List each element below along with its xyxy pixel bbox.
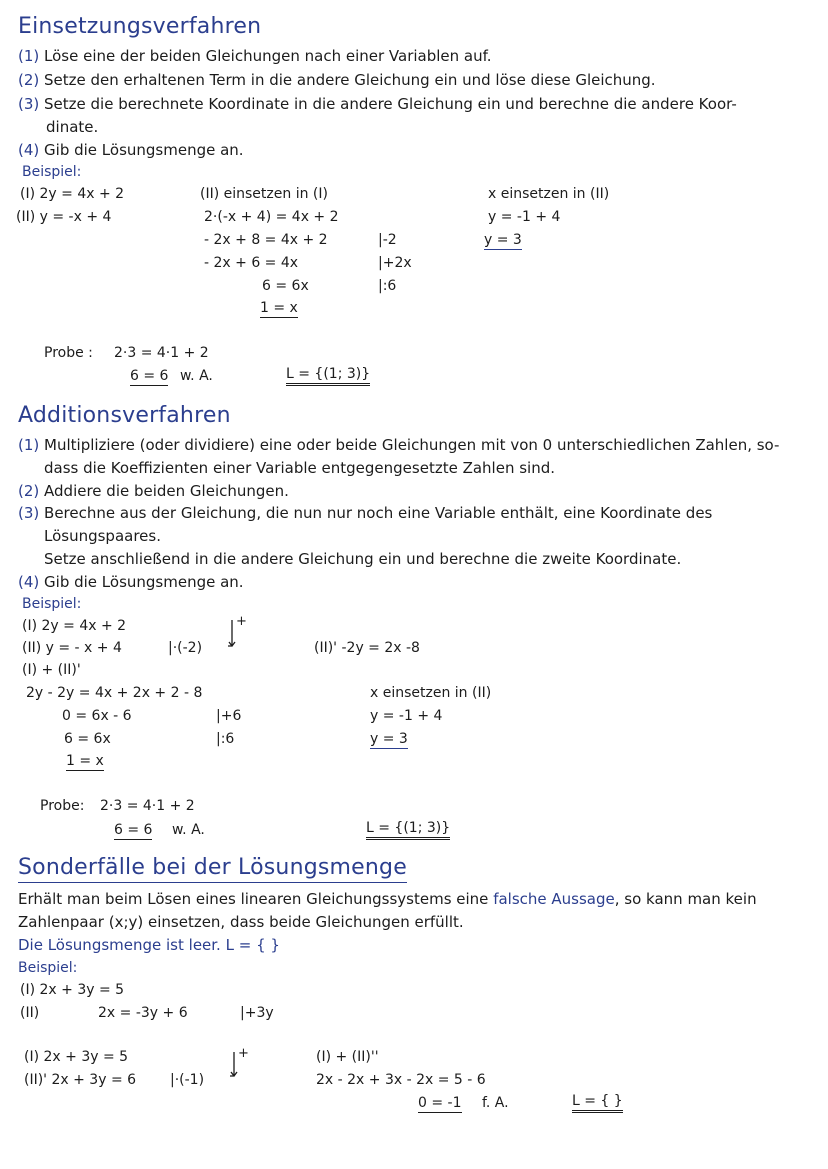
s3-eq2: 2x = -3y + 6 xyxy=(98,1005,188,1021)
s2-step-3-cont: Lösungspaares. xyxy=(44,527,161,545)
s1-step-3-cont: dinate. xyxy=(46,118,99,136)
s1-x-head: x einsetzen in (II) xyxy=(488,186,610,202)
s3-para-1: Erhält man beim Lösen eines linearen Gleichungssystems eine falsche Aussage, so kann man kein xyxy=(18,890,757,908)
s3-falsche-aussage: falsche Aussage xyxy=(493,890,615,908)
s2-x-calc-2: y = 3 xyxy=(370,731,408,747)
s1-calc-3: - 2x + 6 = 4x xyxy=(204,255,299,271)
s2-op-mult: |·(-2) xyxy=(168,640,203,656)
s3-example-label: Beispiel: xyxy=(18,960,78,976)
s2-eq2: (II) y = - x + 4 xyxy=(22,640,122,656)
s2-probe-2: 6 = 6 xyxy=(114,822,153,838)
s1-calc-4: 6 = 6x xyxy=(262,278,309,294)
s2-calc-2: 0 = 6x - 6 xyxy=(62,708,132,724)
s2-eq2-prime: (II)' -2y = 2x -8 xyxy=(314,640,420,656)
s3-sum-head: (I) + (II)'' xyxy=(316,1049,379,1065)
s2-probe-1: 2·3 = 4·1 + 2 xyxy=(100,798,195,814)
s2-x-calc-1: y = -1 + 4 xyxy=(370,708,443,724)
s2-step-1: (1) Multipliziere (oder dividiere) eine oder beide Gleichungen mit von 0 unterschiedlichen Zahlen, so- xyxy=(18,436,780,454)
s3-empty-set: Die Lösungsmenge ist leer. L = { } xyxy=(18,936,280,954)
s2-op-1: |+6 xyxy=(216,708,242,724)
s3-para-2: Zahlenpaar (x;y) einsetzen, dass beide Gleichungen erfüllt. xyxy=(18,913,464,931)
s3-op-1: |+3y xyxy=(240,1005,274,1021)
s2-step-3: (3) Berechne aus der Gleichung, die nun nur noch eine Variable enthält, eine Koordinate des xyxy=(18,504,713,522)
s2-wa: w. A. xyxy=(172,822,205,838)
s2-calc-4: 1 = x xyxy=(66,753,104,769)
s1-op-3: |:6 xyxy=(378,278,397,294)
s2-step-4: (4) Gib die Lösungsmenge an. xyxy=(18,573,244,591)
s2-calc-3: 6 = 6x xyxy=(64,731,111,747)
s2-probe-label: Probe: xyxy=(40,798,85,814)
s1-eq1: (I) 2y = 4x + 2 xyxy=(20,186,125,202)
s2-step-2: (2) Addiere die beiden Gleichungen. xyxy=(18,482,289,500)
s3-sum-calc: 2x - 2x + 3x - 2x = 5 - 6 xyxy=(316,1072,486,1088)
s3-result: 0 = -1 xyxy=(418,1095,462,1111)
s1-step-2: (2) Setze den erhaltenen Term in die andere Gleichung ein und löse diese Gleichung. xyxy=(18,71,656,89)
s1-eq2: (II) y = -x + 4 xyxy=(16,209,112,225)
s2-plus: + xyxy=(236,614,247,629)
s1-calc-2: - 2x + 8 = 4x + 2 xyxy=(204,232,328,248)
s1-step-4: (4) Gib die Lösungsmenge an. xyxy=(18,141,244,159)
s2-solution: L = {(1; 3)} xyxy=(366,820,450,840)
s2-example-label: Beispiel: xyxy=(22,596,82,612)
s2-calc-1: 2y - 2y = 4x + 2x + 2 - 8 xyxy=(26,685,203,701)
s1-wa: w. A. xyxy=(180,368,213,384)
s1-x-calc-1: y = -1 + 4 xyxy=(488,209,561,225)
s2-step-1-cont: dass die Koeffizienten einer Variable entgegengesetzte Zahlen sind. xyxy=(44,459,555,477)
s3-eq1: (I) 2x + 3y = 5 xyxy=(20,982,125,998)
s3-eq2-num: (II) xyxy=(20,1005,40,1021)
s1-calc-5: 1 = x xyxy=(260,300,298,316)
s3-eq1b: (I) 2x + 3y = 5 xyxy=(24,1049,129,1065)
s1-x-calc-2: y = 3 xyxy=(484,232,522,248)
s2-op-2: |:6 xyxy=(216,731,235,747)
heading-einsetzungsverfahren: Einsetzungsverfahren xyxy=(18,14,262,39)
s3-eq2b: (II)' 2x + 3y = 6 xyxy=(24,1072,137,1088)
heading-additionsverfahren: Additionsverfahren xyxy=(18,403,231,428)
s1-substitute-head: (II) einsetzen in (I) xyxy=(200,186,328,202)
s1-op-2: |+2x xyxy=(378,255,412,271)
s1-probe-1: 2·3 = 4·1 + 2 xyxy=(114,345,209,361)
s1-solution: L = {(1; 3)} xyxy=(286,366,370,386)
heading-sonderfaelle: Sonderfälle bei der Lösungsmenge xyxy=(18,855,407,883)
s1-step-1: (1) Löse eine der beiden Gleichungen nach einer Variablen auf. xyxy=(18,47,492,65)
s1-probe-2: 6 = 6 xyxy=(130,368,169,384)
s3-fa: f. A. xyxy=(482,1095,509,1111)
s2-x-head: x einsetzen in (II) xyxy=(370,685,492,701)
s1-probe-label: Probe : xyxy=(44,345,93,361)
s1-step-3: (3) Setze die berechnete Koordinate in die andere Gleichung ein und berechne die andere Koor- xyxy=(18,95,737,113)
s1-example-label: Beispiel: xyxy=(22,164,82,180)
s3-solution: L = { } xyxy=(572,1093,623,1113)
s2-step-3-cont2: Setze anschließend in die andere Gleichung ein und berechne die zweite Koordinate. xyxy=(44,550,682,568)
s1-calc-1: 2·(-x + 4) = 4x + 2 xyxy=(204,209,339,225)
s3-op-2: |·(-1) xyxy=(170,1072,205,1088)
s2-eq1: (I) 2y = 4x + 2 xyxy=(22,618,127,634)
s1-op-1: |-2 xyxy=(378,232,397,248)
s3-plus: + xyxy=(238,1046,249,1061)
s2-sum-head: (I) + (II)' xyxy=(22,662,81,678)
